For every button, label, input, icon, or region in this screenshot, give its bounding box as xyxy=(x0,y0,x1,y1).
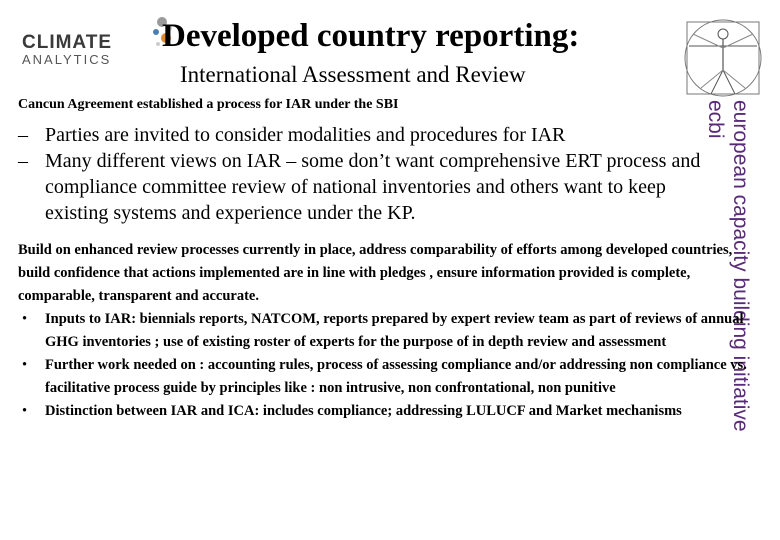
logo-line1: CLIMATE xyxy=(22,32,113,53)
climate-analytics-logo xyxy=(18,14,168,74)
logo-line2: ANALYTICS xyxy=(22,52,112,67)
list-item-text: Many different views on IAR – some don’t want comprehensive ERT process and compliance committee review of national inventories and others want to keep existing systems and experience under the KP. xyxy=(45,150,701,224)
bullet-list xyxy=(18,308,756,423)
list-item xyxy=(18,354,756,400)
list-item-text: Further work needed on : accounting rules, process of assessing compliance and/or addressing non compliance vs. facilitative process guide by principles like : non intrusive, non confrontational, non punitive xyxy=(45,357,747,396)
bullet-marker: • xyxy=(22,403,28,419)
bullet-marker: • xyxy=(22,357,28,373)
list-item xyxy=(18,122,718,148)
ecbi-vertical-line1: european capacity building initiative xyxy=(729,100,752,432)
page-subtitle: International Assessment and Review xyxy=(180,62,526,87)
dash-marker: – xyxy=(18,124,28,146)
vitruvian-man-icon xyxy=(681,14,767,100)
list-item xyxy=(18,308,756,354)
list-item-text: Distinction between IAR and ICA: includes compliance; addressing LULUCF and Market mechanisms xyxy=(45,403,682,419)
dash-marker: – xyxy=(18,150,28,172)
ecbi-vertical-line2: ecbi xyxy=(704,100,727,139)
list-item-text: Inputs to IAR: biennials reports, NATCOM, reports prepared by expert review team as part of reviews of annual GHG inventories ; use of existing roster of experts for the purpose of in depth review and assessment xyxy=(45,311,744,350)
page-title: Developed country reporting: xyxy=(162,18,580,54)
list-item xyxy=(18,400,756,423)
list-item-text: Parties are invited to consider modalities and procedures for IAR xyxy=(45,124,566,146)
dash-list xyxy=(18,122,718,226)
body-paragraph: Build on enhanced review processes currently in place, address comparability of efforts among developed countries, build confidence that actions implemented are in line with pledges , ensure information provided is complete, comparable, transparent and accurate. xyxy=(18,242,733,304)
intro-text: Cancun Agreement established a process for IAR under the SBI xyxy=(18,97,399,112)
list-item xyxy=(18,148,718,226)
bullet-marker: • xyxy=(22,311,28,327)
